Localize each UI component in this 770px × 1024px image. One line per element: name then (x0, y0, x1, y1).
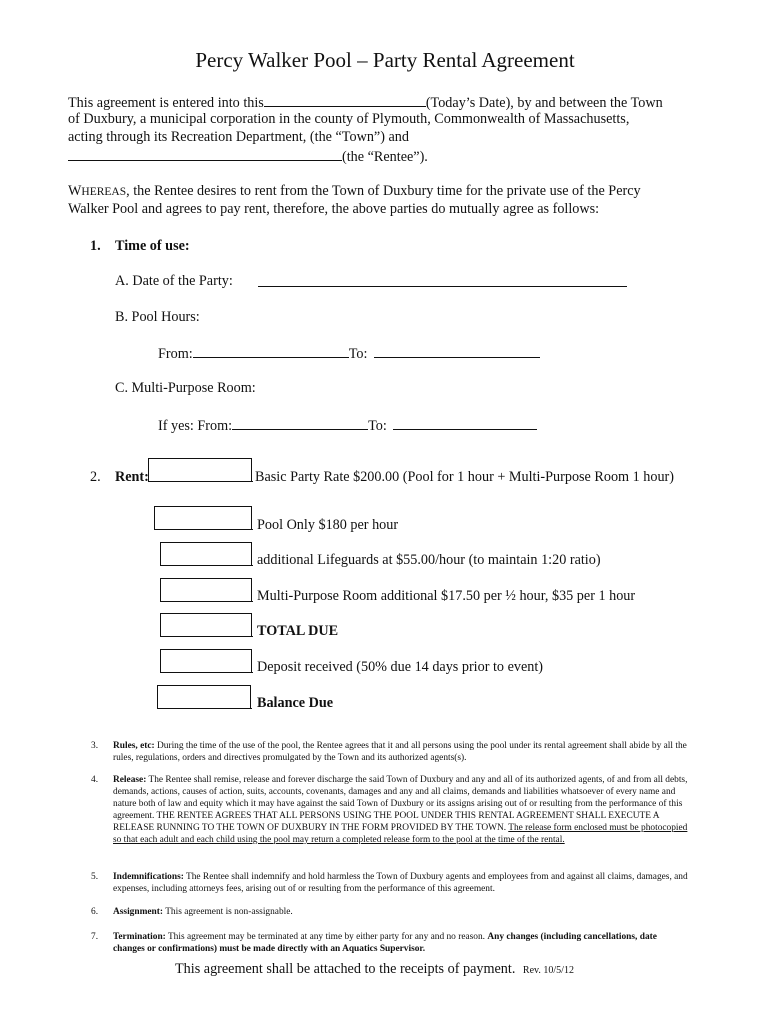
clause-7-number: 7. (91, 932, 99, 942)
room-from-label: If yes: From: (158, 418, 233, 434)
section-2-number: 2. (90, 469, 101, 485)
date-of-party-row (115, 272, 233, 290)
total-due-label: TOTAL DUE (257, 623, 339, 639)
intro-text-b: (Today’s Date), by and between the Town (425, 95, 663, 111)
clause-3-rules (113, 740, 691, 764)
clause-4-number: 4. (91, 775, 99, 785)
pool-to-label: To: (348, 346, 368, 362)
room-to-field[interactable] (393, 415, 537, 430)
intro-line-4 (68, 146, 428, 166)
balance-due-box[interactable] (157, 685, 251, 709)
todays-date-field[interactable] (264, 92, 426, 107)
balance-due-label: Balance Due (257, 695, 334, 711)
clause-5-indemnifications (113, 871, 688, 895)
clause-3-heading: Rules, etc: (113, 741, 155, 751)
multipurpose-room-box[interactable] (160, 578, 252, 602)
intro-line-1 (68, 92, 663, 112)
pool-only-label: Pool Only $180 per hour (257, 517, 399, 533)
clause-5-text: The Rentee shall indemnify and hold harmless the Town of Duxbury agents and employees from and against all claims, damages, and expenses, including attorneys fees, arising out of or resulting from the performance of this agreement. (113, 872, 688, 894)
clause-3-number: 3. (91, 741, 99, 751)
whereas-text: , the Rentee desires to rent from the Town of Duxbury time for the private use of the Percy (126, 183, 641, 199)
pool-hours-row (158, 343, 540, 363)
multipurpose-room-rate-label: Multi-Purpose Room additional $17.50 per ½ hour, $35 per 1 hour (257, 588, 636, 604)
clause-4-underlined-text: The release form enclosed must be photocopied so that each adult and each child using the pool may return a completed release form to the pool at the time of the rental. (113, 823, 688, 845)
pool-hours-label: B. Pool Hours: (115, 309, 200, 325)
rentee-name-field[interactable] (68, 146, 342, 161)
clause-5-number: 5. (91, 872, 99, 882)
whereas-initial: W (68, 183, 82, 199)
intro-line-2: of Duxbury, a municipal corporation in the county of Plymouth, Commonwealth of Massachusetts, (68, 111, 630, 127)
section-1-heading: Time of use: (115, 238, 190, 254)
intro-text-a: This agreement is entered into this (68, 95, 264, 111)
deposit-box[interactable] (160, 649, 252, 673)
clause-7-bold-text: Any changes (including cancellations, date changes or confirmations) must be made directly with an Aquatics Supervisor. (113, 932, 657, 954)
clause-6-heading: Assignment: (113, 907, 164, 917)
clause-6-assignment (113, 906, 688, 918)
whereas-line-1 (68, 182, 641, 201)
room-from-field[interactable] (232, 415, 368, 430)
total-due-box[interactable] (160, 613, 252, 637)
document-title: Percy Walker Pool – Party Rental Agreement (195, 48, 575, 72)
revision-date: Rev. 10/5/12 (522, 965, 574, 976)
deposit-label: Deposit received (50% due 14 days prior to event) (257, 659, 544, 675)
whereas-line-2: Walker Pool and agrees to pay rent, therefore, the above parties do mutually agree as follows: (68, 201, 600, 217)
whereas-smallcaps: HEREAS (81, 186, 127, 198)
pool-only-box[interactable] (154, 506, 252, 530)
rent-label: Rent: (115, 469, 149, 485)
clause-4-release (113, 774, 695, 846)
section-1-number: 1. (90, 238, 101, 254)
multipurpose-room-label: C. Multi-Purpose Room: (115, 380, 256, 396)
footer-line (175, 961, 574, 978)
clause-6-number: 6. (91, 907, 99, 917)
room-to-label: To: (368, 418, 387, 434)
lifeguards-label: additional Lifeguards at $55.00/hour (to maintain 1:20 ratio) (257, 552, 601, 568)
date-of-party-field[interactable] (258, 272, 627, 287)
clause-4-heading: Release: (113, 775, 147, 785)
room-hours-row (158, 415, 537, 435)
basic-party-rate-box[interactable] (148, 458, 252, 482)
clause-5-heading: Indemnifications: (113, 872, 184, 882)
clause-7-termination (113, 931, 688, 955)
clause-7-heading: Termination: (113, 932, 166, 942)
intro-line-3: acting through its Recreation Department, (the “Town”) and (68, 129, 409, 145)
clause-7-text: This agreement may be terminated at any time by either party for any and no reason. (165, 932, 488, 942)
clause-6-text: This agreement is non-assignable. (163, 907, 293, 917)
pool-to-field[interactable] (374, 343, 540, 358)
rentee-label: (the “Rentee”). (342, 149, 428, 165)
clause-3-text: During the time of the use of the pool, the Rentee agrees that it and all persons using the pool under its rental agreement shall abide by all the rules, regulations, orders and directives promulgated by the Town and its authorized agents(s). (113, 741, 687, 763)
clause-4-text: The Rentee shall remise, release and forever discharge the said Town of Duxbury and any and all of its authorized agents, of and from all debts, demands, actions, causes of action, suits, accounts, covenants, damages and any and all claims, demands and liabilities whatsoever of every name and nature both of law and equity which it may have against the said Town of Duxbury or its assigns arising out of or resulting from the performance of this agreement. THE RENTEE AGREES THAT ALL PERSONS USING THE POOL UNDER THIS RENTAL AGREEMENT SHALL EXECUTE A RELEASE RUNNING TO THE TOWN OF DUXBURY IN THE FORM PROVIDED BY THE TOWN. (113, 775, 688, 833)
lifeguards-box[interactable] (160, 542, 252, 566)
pool-from-label: From: (158, 346, 193, 362)
basic-party-rate-label: Basic Party Rate $200.00 (Pool for 1 hour + Multi-Purpose Room 1 hour) (255, 469, 675, 485)
footer-text: This agreement shall be attached to the receipts of payment. (175, 961, 516, 977)
date-of-party-label: A. Date of the Party: (115, 273, 233, 289)
pool-from-field[interactable] (193, 343, 349, 358)
